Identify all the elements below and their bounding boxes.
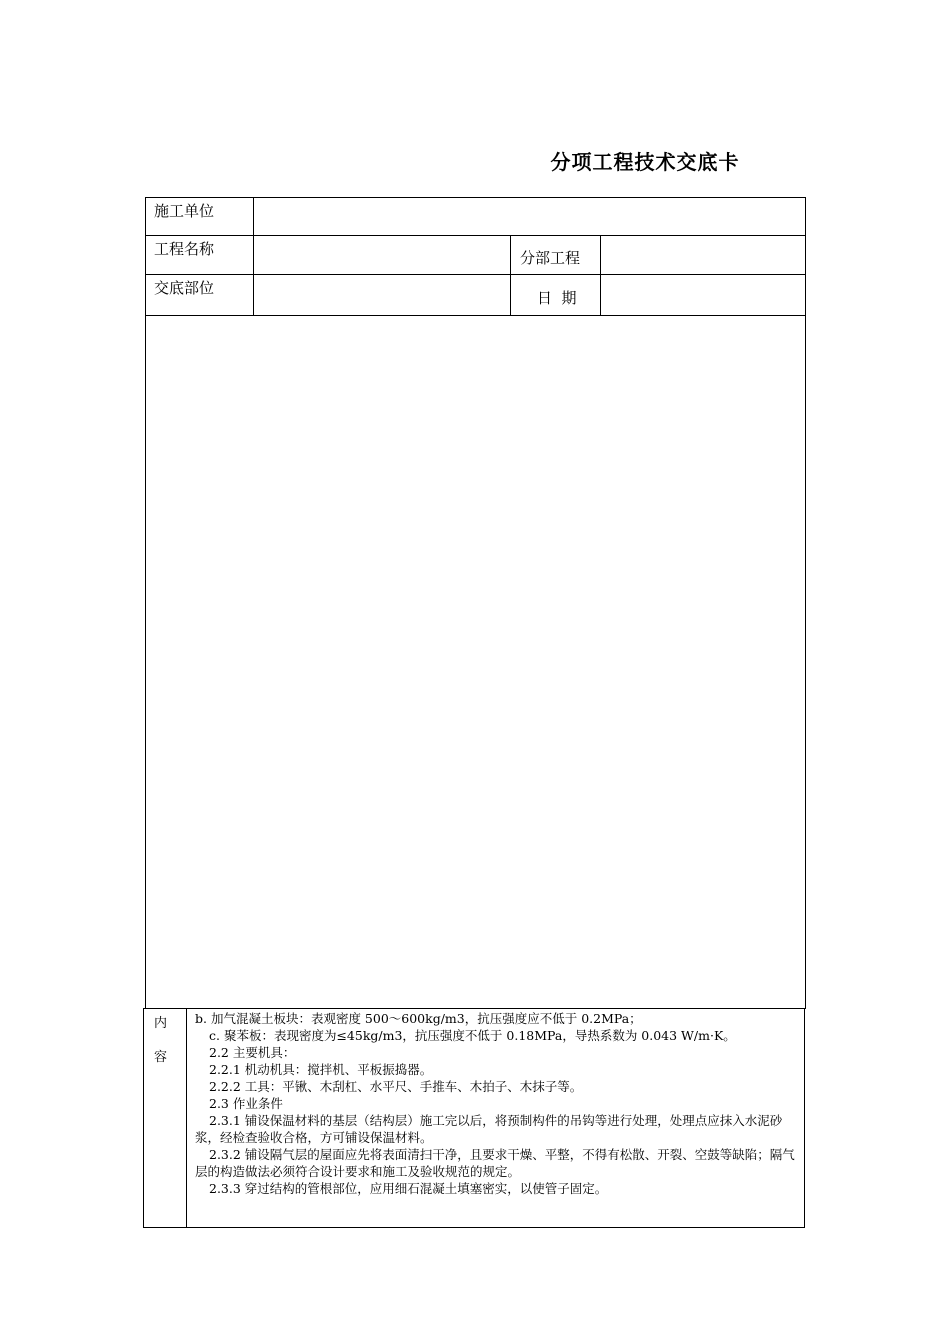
project-name-label: 工程名称 [154, 240, 215, 258]
header-col-divider [510, 235, 511, 315]
date-label: 日 期 [537, 289, 577, 307]
header-row-divider [145, 274, 806, 275]
header-col-divider [253, 197, 254, 315]
header-row-divider [145, 315, 806, 316]
content-line: 2.2.2 工具：平锹、木刮杠、水平尺、手推车、木拍子、木抹子等。 [209, 1079, 583, 1094]
section-label: 分部工程 [520, 249, 581, 267]
content-line: c. 聚苯板：表现密度为≤45kg/m3，抗压强度不低于 0.18MPa，导热系数为 0.043 W/m·K。 [209, 1028, 736, 1043]
content-line: 2.3.2 铺设隔气层的屋面应先将表面清扫干净，且要求干燥、平整，不得有松散、开裂、空鼓等缺陷；隔气层的构造做法必须符合设计要求和施工及验收规范的规定。 [195, 1147, 795, 1179]
page-title: 分项工程技术交底卡 [550, 150, 740, 174]
content-col-divider [186, 1008, 187, 1228]
content-line: 2.2.1 机动机具：搅拌机、平板振捣器。 [209, 1062, 433, 1077]
content-line: 2.2 主要机具： [209, 1045, 296, 1060]
header-col-divider [600, 235, 601, 315]
content-line: 2.3.1 铺设保温材料的基层（结构层）施工完以后，将预制构件的吊钩等进行处理，处理点应抹入水泥砂浆，经检查验收合格，方可铺设保温材料。 [195, 1113, 783, 1145]
content-side-label-2: 容 [154, 1050, 168, 1065]
unit-label: 施工单位 [154, 202, 215, 220]
content-line: 2.3.3 穿过结构的管根部位，应用细石混凝土填塞密实，以使管子固定。 [209, 1181, 608, 1196]
content-side-label-1: 内 [154, 1016, 168, 1031]
header-table [145, 197, 806, 1009]
header-row-divider [145, 235, 806, 236]
location-label: 交底部位 [154, 279, 215, 297]
content-line: 2.3 作业条件 [209, 1096, 283, 1111]
content-line: b. 加气混凝土板块：表观密度 500～600kg/m3，抗压强度应不低于 0.2MPa； [195, 1011, 642, 1026]
content-body [195, 1010, 800, 1197]
